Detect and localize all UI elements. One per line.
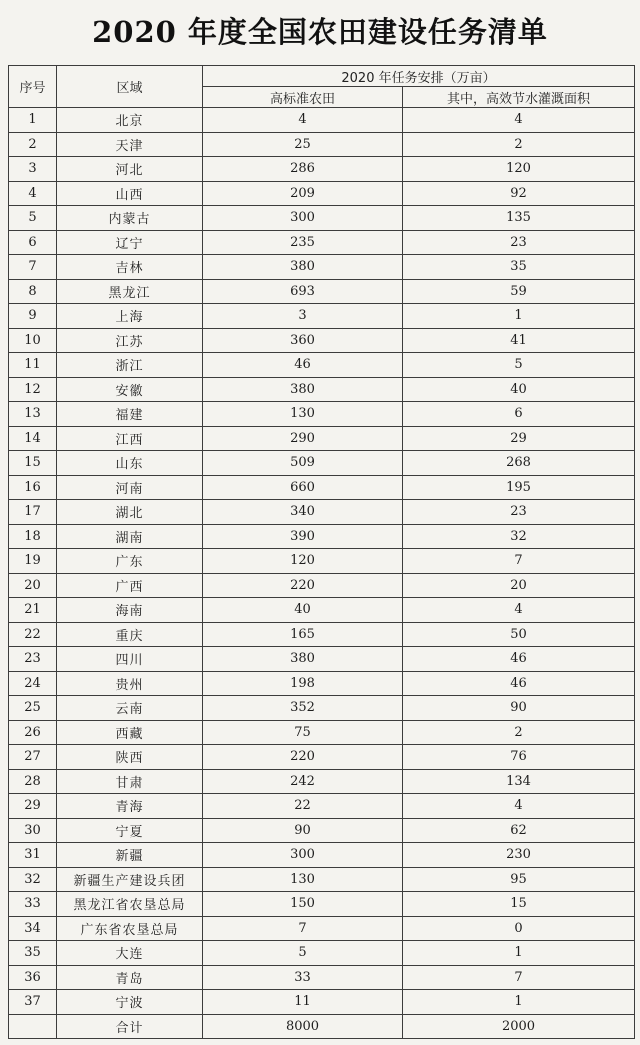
row-region: 河北 — [57, 157, 203, 182]
row-region: 青海 — [57, 794, 203, 819]
row-irrigation: 15 — [403, 892, 635, 917]
row-region: 贵州 — [57, 671, 203, 696]
row-index: 6 — [9, 230, 57, 255]
row-region: 海南 — [57, 598, 203, 623]
row-farmland: 46 — [203, 353, 403, 378]
row-region: 山西 — [57, 181, 203, 206]
row-region: 宁波 — [57, 990, 203, 1015]
row-farmland: 4 — [203, 108, 403, 133]
table-row — [9, 451, 635, 476]
header-row-top — [9, 66, 635, 87]
row-irrigation: 62 — [403, 818, 635, 843]
row-region: 重庆 — [57, 622, 203, 647]
table-row — [9, 867, 635, 892]
table-row — [9, 794, 635, 819]
row-region: 广西 — [57, 573, 203, 598]
row-index: 12 — [9, 377, 57, 402]
row-farmland: 5 — [203, 941, 403, 966]
header-region: 区域 — [57, 66, 203, 108]
table-row — [9, 328, 635, 353]
row-farmland: 220 — [203, 745, 403, 770]
row-irrigation: 35 — [403, 255, 635, 280]
row-region: 安徽 — [57, 377, 203, 402]
row-region: 大连 — [57, 941, 203, 966]
row-region: 黑龙江省农垦总局 — [57, 892, 203, 917]
table-header — [9, 66, 635, 108]
row-index: 8 — [9, 279, 57, 304]
table-row — [9, 475, 635, 500]
row-farmland: 300 — [203, 206, 403, 231]
row-region: 上海 — [57, 304, 203, 329]
row-farmland: 130 — [203, 867, 403, 892]
row-farmland: 7 — [203, 916, 403, 941]
row-region: 江苏 — [57, 328, 203, 353]
row-irrigation: 135 — [403, 206, 635, 231]
row-region: 北京 — [57, 108, 203, 133]
row-farmland: 290 — [203, 426, 403, 451]
row-farmland: 198 — [203, 671, 403, 696]
row-index: 19 — [9, 549, 57, 574]
row-region: 合计 — [57, 1014, 203, 1039]
header-index: 序号 — [9, 66, 57, 108]
row-index — [9, 1014, 57, 1039]
row-farmland: 25 — [203, 132, 403, 157]
table-row — [9, 720, 635, 745]
row-farmland: 165 — [203, 622, 403, 647]
row-index: 14 — [9, 426, 57, 451]
row-farmland: 340 — [203, 500, 403, 525]
row-farmland: 33 — [203, 965, 403, 990]
row-irrigation: 0 — [403, 916, 635, 941]
row-irrigation: 134 — [403, 769, 635, 794]
row-index: 2 — [9, 132, 57, 157]
table-row — [9, 916, 635, 941]
row-irrigation: 76 — [403, 745, 635, 770]
table-row — [9, 622, 635, 647]
row-index: 10 — [9, 328, 57, 353]
row-irrigation: 2 — [403, 132, 635, 157]
row-farmland: 286 — [203, 157, 403, 182]
table-row — [9, 279, 635, 304]
row-farmland: 509 — [203, 451, 403, 476]
table-row — [9, 108, 635, 133]
row-irrigation: 1 — [403, 304, 635, 329]
row-region: 甘肃 — [57, 769, 203, 794]
row-irrigation: 46 — [403, 647, 635, 672]
row-irrigation: 90 — [403, 696, 635, 721]
task-table — [8, 65, 635, 1039]
row-irrigation: 4 — [403, 108, 635, 133]
row-farmland: 120 — [203, 549, 403, 574]
table-row — [9, 696, 635, 721]
total-row — [9, 1014, 635, 1039]
table-row — [9, 426, 635, 451]
header-task-group: 2020 年任务安排（万亩） — [203, 66, 635, 87]
row-index: 30 — [9, 818, 57, 843]
table-row — [9, 671, 635, 696]
row-index: 35 — [9, 941, 57, 966]
row-irrigation: 59 — [403, 279, 635, 304]
row-irrigation: 2 — [403, 720, 635, 745]
row-farmland: 660 — [203, 475, 403, 500]
row-index: 9 — [9, 304, 57, 329]
page-title: 2020 年度全国农田建设任务清单 — [92, 15, 548, 49]
row-irrigation: 40 — [403, 377, 635, 402]
row-region: 湖北 — [57, 500, 203, 525]
row-region: 内蒙古 — [57, 206, 203, 231]
row-farmland: 220 — [203, 573, 403, 598]
row-index: 27 — [9, 745, 57, 770]
row-irrigation: 95 — [403, 867, 635, 892]
row-farmland: 40 — [203, 598, 403, 623]
row-region: 云南 — [57, 696, 203, 721]
row-index: 11 — [9, 353, 57, 378]
row-index: 21 — [9, 598, 57, 623]
row-region: 新疆 — [57, 843, 203, 868]
row-region: 湖南 — [57, 524, 203, 549]
row-farmland: 390 — [203, 524, 403, 549]
table-row — [9, 157, 635, 182]
row-farmland: 380 — [203, 647, 403, 672]
row-farmland: 360 — [203, 328, 403, 353]
row-index: 34 — [9, 916, 57, 941]
row-irrigation: 2000 — [403, 1014, 635, 1039]
row-farmland: 352 — [203, 696, 403, 721]
row-farmland: 75 — [203, 720, 403, 745]
row-region: 辽宁 — [57, 230, 203, 255]
row-region: 新疆生产建设兵团 — [57, 867, 203, 892]
row-region: 吉林 — [57, 255, 203, 280]
table-row — [9, 524, 635, 549]
row-farmland: 90 — [203, 818, 403, 843]
table-row — [9, 206, 635, 231]
row-farmland: 130 — [203, 402, 403, 427]
row-index: 7 — [9, 255, 57, 280]
row-region: 西藏 — [57, 720, 203, 745]
table-row — [9, 255, 635, 280]
row-index: 25 — [9, 696, 57, 721]
row-farmland: 380 — [203, 377, 403, 402]
row-farmland: 300 — [203, 843, 403, 868]
table-row — [9, 500, 635, 525]
row-region: 江西 — [57, 426, 203, 451]
row-region: 浙江 — [57, 353, 203, 378]
header-farmland: 高标准农田 — [203, 87, 403, 108]
row-irrigation: 29 — [403, 426, 635, 451]
table-row — [9, 377, 635, 402]
table-row — [9, 402, 635, 427]
row-region: 黑龙江 — [57, 279, 203, 304]
row-region: 青岛 — [57, 965, 203, 990]
row-irrigation: 50 — [403, 622, 635, 647]
row-region: 广东 — [57, 549, 203, 574]
row-irrigation: 7 — [403, 965, 635, 990]
row-irrigation: 23 — [403, 230, 635, 255]
table-row — [9, 892, 635, 917]
header-irrigation: 其中，高效节水灌溉面积 — [403, 87, 635, 108]
table-row — [9, 549, 635, 574]
table-row — [9, 745, 635, 770]
row-irrigation: 46 — [403, 671, 635, 696]
row-region: 天津 — [57, 132, 203, 157]
row-irrigation: 120 — [403, 157, 635, 182]
table-row — [9, 647, 635, 672]
row-region: 陕西 — [57, 745, 203, 770]
row-irrigation: 230 — [403, 843, 635, 868]
row-index: 4 — [9, 181, 57, 206]
table-row — [9, 573, 635, 598]
row-index: 17 — [9, 500, 57, 525]
table-row — [9, 132, 635, 157]
row-index: 31 — [9, 843, 57, 868]
row-index: 26 — [9, 720, 57, 745]
row-irrigation: 1 — [403, 941, 635, 966]
table-row — [9, 181, 635, 206]
row-irrigation: 20 — [403, 573, 635, 598]
row-farmland: 8000 — [203, 1014, 403, 1039]
table-row — [9, 769, 635, 794]
row-farmland: 235 — [203, 230, 403, 255]
row-farmland: 209 — [203, 181, 403, 206]
row-index: 18 — [9, 524, 57, 549]
table-row — [9, 965, 635, 990]
row-farmland: 22 — [203, 794, 403, 819]
row-index: 5 — [9, 206, 57, 231]
table-row — [9, 304, 635, 329]
row-index: 13 — [9, 402, 57, 427]
row-farmland: 380 — [203, 255, 403, 280]
row-region: 广东省农垦总局 — [57, 916, 203, 941]
row-irrigation: 6 — [403, 402, 635, 427]
row-irrigation: 195 — [403, 475, 635, 500]
table-row — [9, 941, 635, 966]
row-index: 32 — [9, 867, 57, 892]
row-irrigation: 32 — [403, 524, 635, 549]
row-irrigation: 7 — [403, 549, 635, 574]
table-row — [9, 818, 635, 843]
row-farmland: 150 — [203, 892, 403, 917]
row-index: 33 — [9, 892, 57, 917]
row-index: 22 — [9, 622, 57, 647]
row-region: 四川 — [57, 647, 203, 672]
row-farmland: 11 — [203, 990, 403, 1015]
row-index: 23 — [9, 647, 57, 672]
row-irrigation: 4 — [403, 598, 635, 623]
row-index: 37 — [9, 990, 57, 1015]
row-index: 24 — [9, 671, 57, 696]
table-row — [9, 353, 635, 378]
row-index: 1 — [9, 108, 57, 133]
row-region: 山东 — [57, 451, 203, 476]
row-index: 29 — [9, 794, 57, 819]
row-index: 20 — [9, 573, 57, 598]
row-region: 宁夏 — [57, 818, 203, 843]
row-irrigation: 23 — [403, 500, 635, 525]
row-irrigation: 92 — [403, 181, 635, 206]
row-region: 福建 — [57, 402, 203, 427]
row-index: 28 — [9, 769, 57, 794]
row-farmland: 693 — [203, 279, 403, 304]
table-row — [9, 230, 635, 255]
row-farmland: 3 — [203, 304, 403, 329]
table-row — [9, 598, 635, 623]
row-index: 3 — [9, 157, 57, 182]
row-region: 河南 — [57, 475, 203, 500]
row-irrigation: 41 — [403, 328, 635, 353]
row-irrigation: 4 — [403, 794, 635, 819]
row-index: 36 — [9, 965, 57, 990]
row-irrigation: 5 — [403, 353, 635, 378]
table-body — [9, 108, 635, 1039]
row-irrigation: 1 — [403, 990, 635, 1015]
table-row — [9, 843, 635, 868]
row-index: 16 — [9, 475, 57, 500]
row-irrigation: 268 — [403, 451, 635, 476]
row-index: 15 — [9, 451, 57, 476]
row-farmland: 242 — [203, 769, 403, 794]
table-row — [9, 990, 635, 1015]
